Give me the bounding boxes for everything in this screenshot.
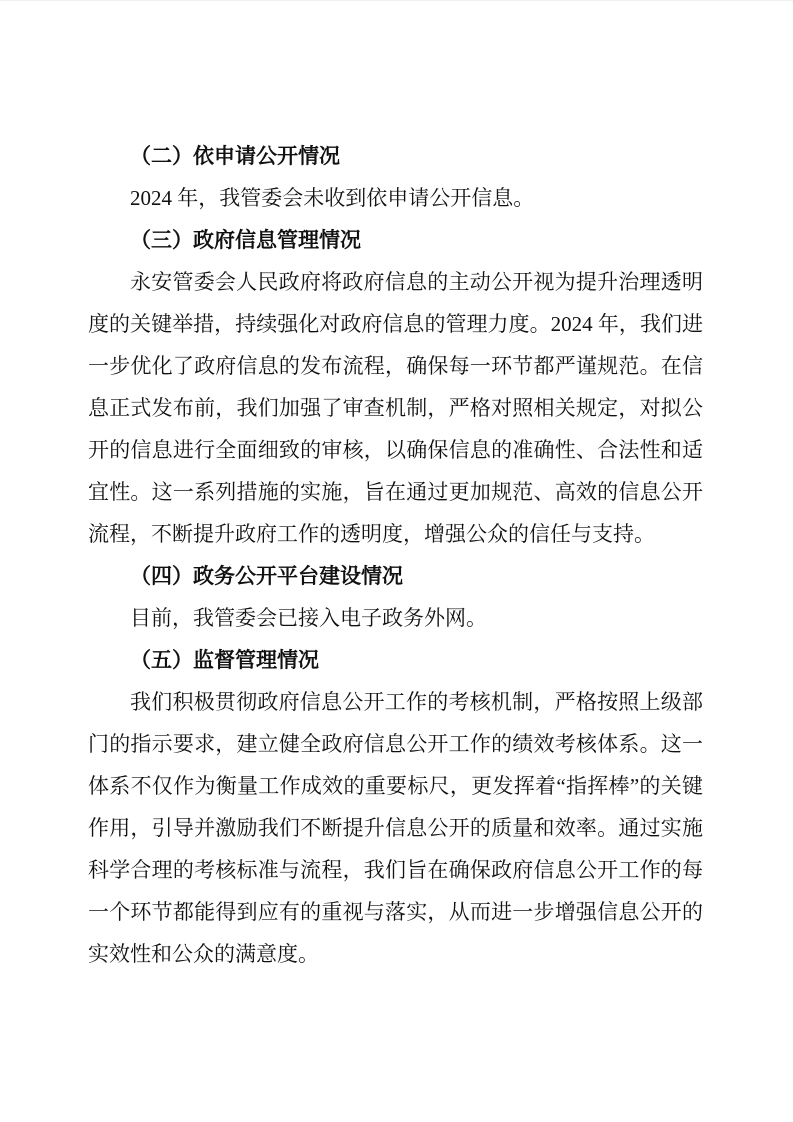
section-heading: （三）政府信息管理情况 xyxy=(130,228,361,252)
page-edge-line xyxy=(0,0,793,1)
section-heading: （二）依申请公开情况 xyxy=(130,144,340,168)
body-paragraph: 我们积极贯彻政府信息公开工作的考核机制，严格按照上级部门的指示要求，建立健全政府信息公开工作的绩效考核体系。这一体系不仅作为衡量工作成效的重要标尺，更发挥着“指挥棒”的关键作用，引导并激励我们不断提升信息公开的质量和效率。通过实施科学合理的考核标准与流程，我们旨在确保政府信息公开工作的每一个环节都能得到应有的重视与落实，从而进一步增强信息公开的实效性和公众的满意度。 xyxy=(88,690,703,966)
document-body xyxy=(88,135,703,975)
body-paragraph: 目前，我管委会已接入电子政务外网。 xyxy=(130,606,487,630)
section-heading: （四）政务公开平台建设情况 xyxy=(130,564,403,588)
body-paragraph: 永安管委会人民政府将政府信息的主动公开视为提升治理透明度的关键举措，持续强化对政府信息的管理力度。2024 年，我们进一步优化了政府信息的发布流程，确保每一环节都严谨规范。在信息正式发布前，我们加强了审查机制，严格对照相关规定，对拟公开的信息进行全面细致的审核，以确保信息的准确性、合法性和适宜性。这一系列措施的实施，旨在通过更加规范、高效的信息公开流程，不断提升政府工作的透明度，增强公众的信任与支持。 xyxy=(88,270,703,546)
body-paragraph: 2024 年，我管委会未收到依申请公开信息。 xyxy=(130,186,535,210)
section-heading: （五）监督管理情况 xyxy=(130,648,319,672)
